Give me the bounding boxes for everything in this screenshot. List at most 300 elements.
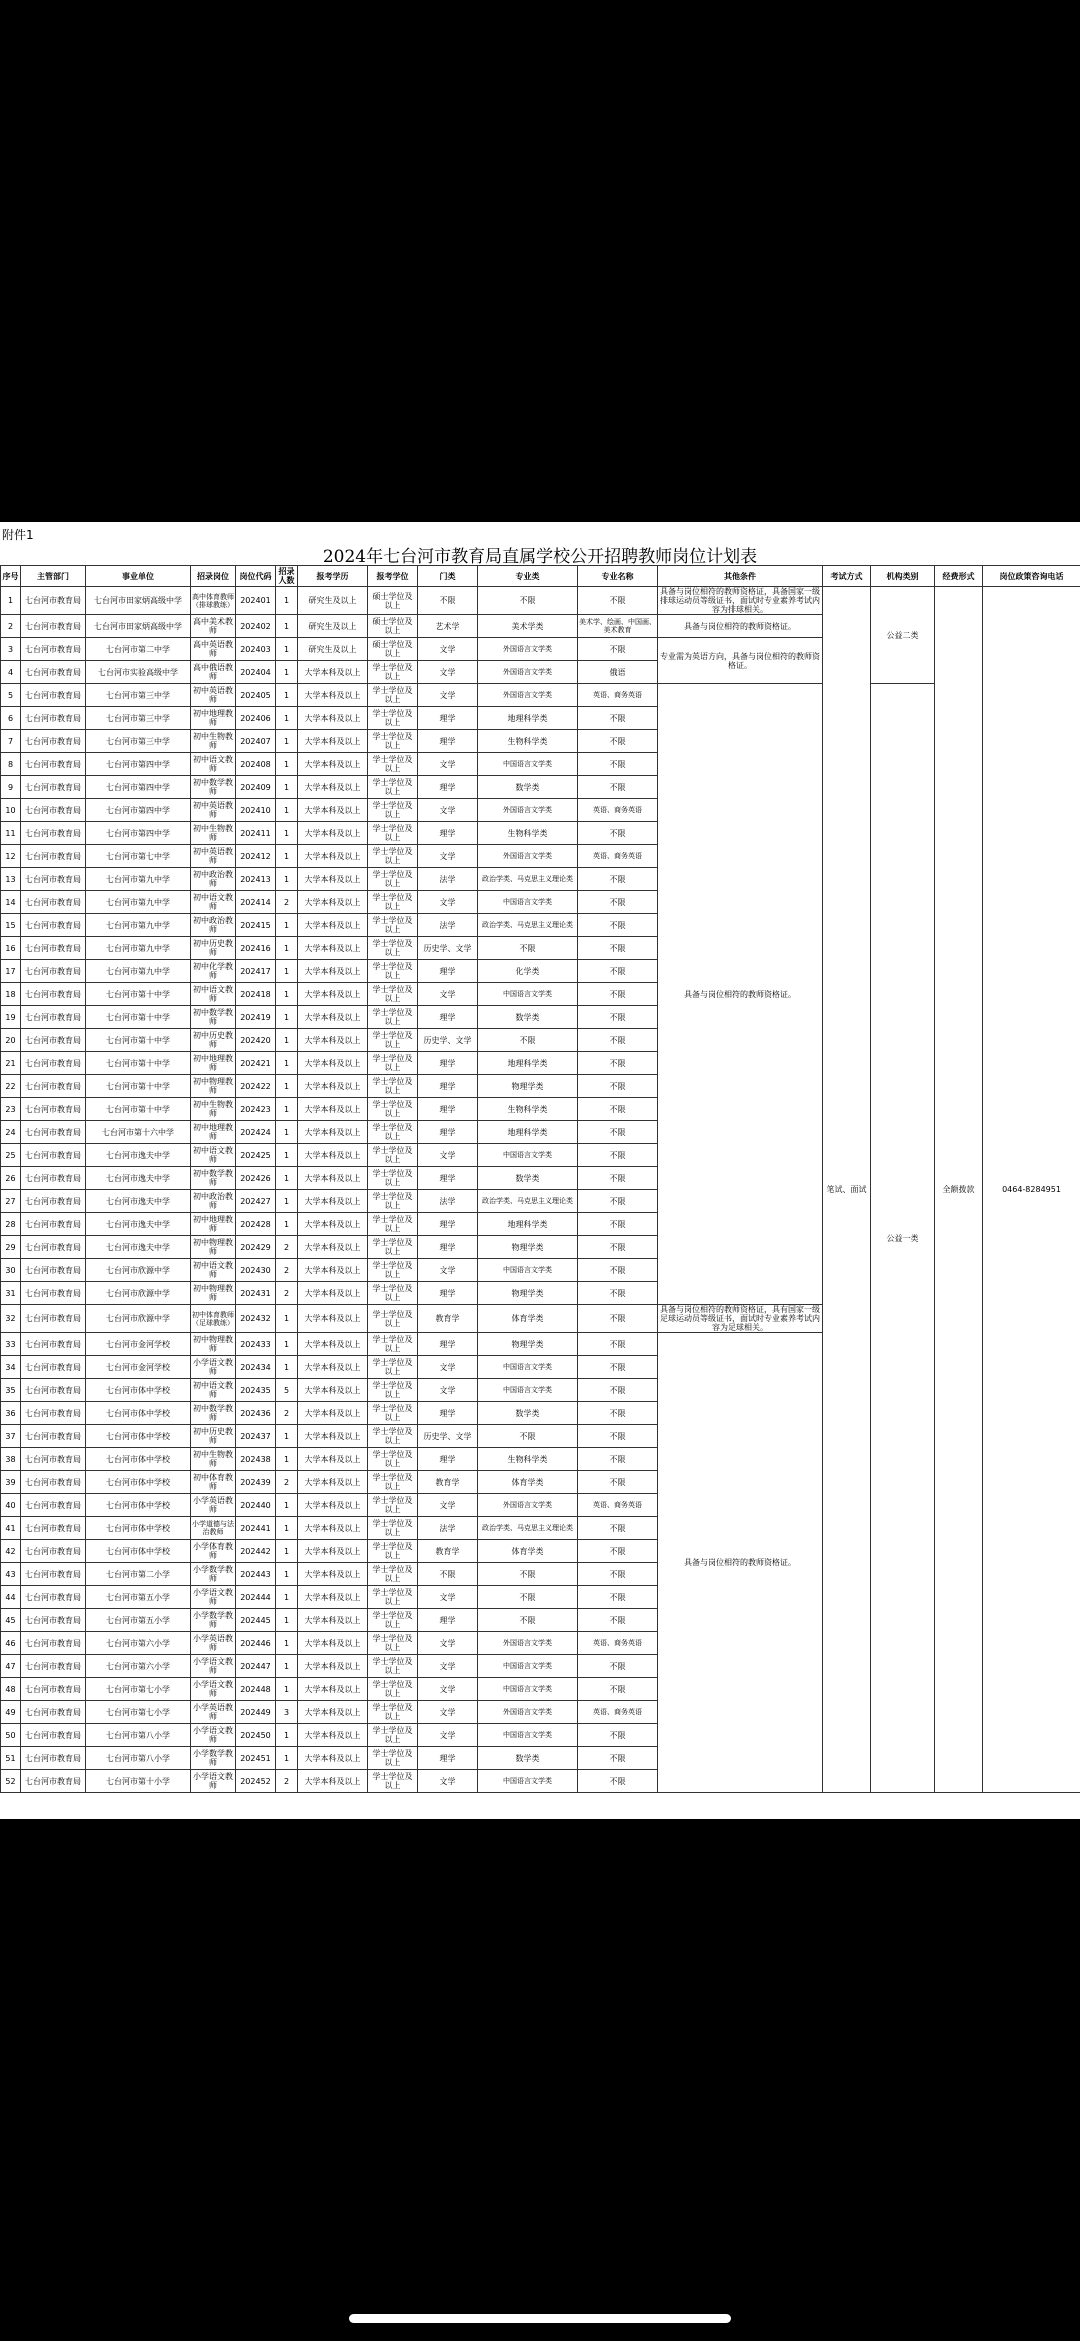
header-cell: 考试方式 xyxy=(823,566,871,587)
major-class-cell: 外国语言文学类 xyxy=(478,1701,578,1724)
degree-cell: 学士学位及以上 xyxy=(368,868,418,891)
category-cell: 理学 xyxy=(418,1448,478,1471)
major-name-cell: 英语、商务英语 xyxy=(578,684,658,707)
degree-cell: 学士学位及以上 xyxy=(368,1540,418,1563)
category-cell: 文学 xyxy=(418,1494,478,1517)
category-cell: 理学 xyxy=(418,707,478,730)
major-name-cell: 不限 xyxy=(578,1213,658,1236)
code-cell: 202434 xyxy=(236,1356,276,1379)
position-cell: 初中地理教师 xyxy=(191,1121,236,1144)
category-cell: 文学 xyxy=(418,799,478,822)
code-cell: 202418 xyxy=(236,983,276,1006)
department-cell: 七台河市教育局 xyxy=(21,1006,86,1029)
position-cell: 初中政治教师 xyxy=(191,914,236,937)
code-cell: 202429 xyxy=(236,1236,276,1259)
department-cell: 七台河市教育局 xyxy=(21,1540,86,1563)
position-cell: 小学英语教师 xyxy=(191,1494,236,1517)
count-cell: 1 xyxy=(276,1305,298,1333)
header-cell: 招录岗位 xyxy=(191,566,236,587)
degree-cell: 学士学位及以上 xyxy=(368,1655,418,1678)
row-number: 5 xyxy=(1,684,21,707)
major-name-cell: 英语、商务英语 xyxy=(578,1632,658,1655)
degree-cell: 学士学位及以上 xyxy=(368,891,418,914)
row-number: 51 xyxy=(1,1747,21,1770)
category-cell: 理学 xyxy=(418,822,478,845)
count-cell: 1 xyxy=(276,1167,298,1190)
department-cell: 七台河市教育局 xyxy=(21,1448,86,1471)
major-name-cell: 不限 xyxy=(578,1609,658,1632)
department-cell: 七台河市教育局 xyxy=(21,1563,86,1586)
major-name-cell: 不限 xyxy=(578,1448,658,1471)
position-cell: 初中物理教师 xyxy=(191,1236,236,1259)
code-cell: 202436 xyxy=(236,1402,276,1425)
count-cell: 1 xyxy=(276,753,298,776)
position-cell: 小学语文教师 xyxy=(191,1356,236,1379)
code-cell: 202433 xyxy=(236,1333,276,1356)
education-cell: 大学本科及以上 xyxy=(298,1425,368,1448)
school-cell: 七台河市体中学校 xyxy=(86,1402,191,1425)
education-cell: 大学本科及以上 xyxy=(298,1678,368,1701)
department-cell: 七台河市教育局 xyxy=(21,937,86,960)
major-name-cell: 英语、商务英语 xyxy=(578,1701,658,1724)
education-cell: 大学本科及以上 xyxy=(298,1701,368,1724)
degree-cell: 学士学位及以上 xyxy=(368,1379,418,1402)
education-cell: 研究生及以上 xyxy=(298,587,368,615)
degree-cell: 学士学位及以上 xyxy=(368,1121,418,1144)
category-cell: 文学 xyxy=(418,684,478,707)
row-number: 29 xyxy=(1,1236,21,1259)
category-cell: 理学 xyxy=(418,776,478,799)
department-cell: 七台河市教育局 xyxy=(21,587,86,615)
department-cell: 七台河市教育局 xyxy=(21,1494,86,1517)
major-class-cell: 体育学类 xyxy=(478,1471,578,1494)
degree-cell: 学士学位及以上 xyxy=(368,1075,418,1098)
count-cell: 1 xyxy=(276,1586,298,1609)
education-cell: 大学本科及以上 xyxy=(298,1144,368,1167)
department-cell: 七台河市教育局 xyxy=(21,1236,86,1259)
category-cell: 理学 xyxy=(418,1052,478,1075)
department-cell: 七台河市教育局 xyxy=(21,1632,86,1655)
category-cell: 教育学 xyxy=(418,1305,478,1333)
school-cell: 七台河市体中学校 xyxy=(86,1379,191,1402)
department-cell: 七台河市教育局 xyxy=(21,1701,86,1724)
department-cell: 七台河市教育局 xyxy=(21,1356,86,1379)
school-cell: 七台河市第八小学 xyxy=(86,1747,191,1770)
code-cell: 202439 xyxy=(236,1471,276,1494)
count-cell: 1 xyxy=(276,799,298,822)
code-cell: 202413 xyxy=(236,868,276,891)
count-cell: 1 xyxy=(276,1190,298,1213)
major-name-cell: 不限 xyxy=(578,1402,658,1425)
code-cell: 202423 xyxy=(236,1098,276,1121)
code-cell: 202401 xyxy=(236,587,276,615)
count-cell: 1 xyxy=(276,1121,298,1144)
position-cell: 初中政治教师 xyxy=(191,868,236,891)
header-cell: 报考学历 xyxy=(298,566,368,587)
position-cell: 初中语文教师 xyxy=(191,983,236,1006)
major-name-cell: 不限 xyxy=(578,983,658,1006)
count-cell: 1 xyxy=(276,868,298,891)
category-cell: 文学 xyxy=(418,1770,478,1793)
degree-cell: 学士学位及以上 xyxy=(368,1190,418,1213)
header-cell: 事业单位 xyxy=(86,566,191,587)
position-cell: 小学数学教师 xyxy=(191,1747,236,1770)
row-number: 2 xyxy=(1,615,21,638)
count-cell: 1 xyxy=(276,1448,298,1471)
header-cell: 岗位代码 xyxy=(236,566,276,587)
major-name-cell: 不限 xyxy=(578,1379,658,1402)
position-cell: 初中历史教师 xyxy=(191,1425,236,1448)
code-cell: 202449 xyxy=(236,1701,276,1724)
row-number: 49 xyxy=(1,1701,21,1724)
department-cell: 七台河市教育局 xyxy=(21,684,86,707)
row-number: 28 xyxy=(1,1213,21,1236)
education-cell: 大学本科及以上 xyxy=(298,1236,368,1259)
recruitment-table xyxy=(0,565,1080,1793)
count-cell: 1 xyxy=(276,1632,298,1655)
major-name-cell: 不限 xyxy=(578,1747,658,1770)
code-cell: 202426 xyxy=(236,1167,276,1190)
header-cell: 门类 xyxy=(418,566,478,587)
row-number: 9 xyxy=(1,776,21,799)
major-name-cell: 不限 xyxy=(578,960,658,983)
row-number: 3 xyxy=(1,638,21,661)
degree-cell: 学士学位及以上 xyxy=(368,1305,418,1333)
row-number: 37 xyxy=(1,1425,21,1448)
category-cell: 文学 xyxy=(418,1379,478,1402)
count-cell: 1 xyxy=(276,1144,298,1167)
department-cell: 七台河市教育局 xyxy=(21,1425,86,1448)
school-cell: 七台河市第十六中学 xyxy=(86,1121,191,1144)
institution-class-cell: 公益一类 xyxy=(871,684,935,1793)
major-name-cell: 不限 xyxy=(578,638,658,661)
code-cell: 202425 xyxy=(236,1144,276,1167)
department-cell: 七台河市教育局 xyxy=(21,1121,86,1144)
major-name-cell: 不限 xyxy=(578,587,658,615)
major-name-cell: 不限 xyxy=(578,1236,658,1259)
header-cell: 报考学位 xyxy=(368,566,418,587)
education-cell: 大学本科及以上 xyxy=(298,822,368,845)
position-cell: 初中生物教师 xyxy=(191,1098,236,1121)
count-cell: 1 xyxy=(276,822,298,845)
row-number: 11 xyxy=(1,822,21,845)
degree-cell: 学士学位及以上 xyxy=(368,983,418,1006)
category-cell: 教育学 xyxy=(418,1471,478,1494)
count-cell: 1 xyxy=(276,1333,298,1356)
school-cell: 七台河市第四中学 xyxy=(86,822,191,845)
school-cell: 七台河市田家炳高级中学 xyxy=(86,615,191,638)
code-cell: 202441 xyxy=(236,1517,276,1540)
school-cell: 七台河市逸夫中学 xyxy=(86,1236,191,1259)
row-number: 26 xyxy=(1,1167,21,1190)
education-cell: 大学本科及以上 xyxy=(298,845,368,868)
department-cell: 七台河市教育局 xyxy=(21,661,86,684)
code-cell: 202415 xyxy=(236,914,276,937)
row-number: 25 xyxy=(1,1144,21,1167)
degree-cell: 学士学位及以上 xyxy=(368,753,418,776)
education-cell: 研究生及以上 xyxy=(298,638,368,661)
position-cell: 小学语文教师 xyxy=(191,1770,236,1793)
major-name-cell: 英语、商务英语 xyxy=(578,845,658,868)
education-cell: 大学本科及以上 xyxy=(298,661,368,684)
position-cell: 初中英语教师 xyxy=(191,684,236,707)
code-cell: 202444 xyxy=(236,1586,276,1609)
category-cell: 文学 xyxy=(418,1678,478,1701)
school-cell: 七台河市第十小学 xyxy=(86,1770,191,1793)
education-cell: 大学本科及以上 xyxy=(298,1448,368,1471)
major-name-cell: 不限 xyxy=(578,1425,658,1448)
degree-cell: 学士学位及以上 xyxy=(368,1282,418,1305)
school-cell: 七台河市金河学校 xyxy=(86,1356,191,1379)
school-cell: 七台河市第九中学 xyxy=(86,960,191,983)
header-cell: 专业类 xyxy=(478,566,578,587)
department-cell: 七台河市教育局 xyxy=(21,845,86,868)
major-name-cell: 不限 xyxy=(578,1305,658,1333)
major-class-cell: 不限 xyxy=(478,1586,578,1609)
position-cell: 初中语文教师 xyxy=(191,1144,236,1167)
other-conditions-cell: 具备与岗位相符的教师资格证。 xyxy=(658,684,823,1305)
education-cell: 大学本科及以上 xyxy=(298,1006,368,1029)
major-class-cell: 地理科学类 xyxy=(478,1052,578,1075)
code-cell: 202410 xyxy=(236,799,276,822)
school-cell: 七台河市第十中学 xyxy=(86,1052,191,1075)
category-cell: 理学 xyxy=(418,1236,478,1259)
count-cell: 2 xyxy=(276,1259,298,1282)
position-cell: 初中数学教师 xyxy=(191,1402,236,1425)
count-cell: 5 xyxy=(276,1379,298,1402)
degree-cell: 学士学位及以上 xyxy=(368,845,418,868)
education-cell: 大学本科及以上 xyxy=(298,684,368,707)
major-name-cell: 不限 xyxy=(578,1052,658,1075)
major-name-cell: 不限 xyxy=(578,1655,658,1678)
category-cell: 法学 xyxy=(418,914,478,937)
department-cell: 七台河市教育局 xyxy=(21,1259,86,1282)
position-cell: 小学语文教师 xyxy=(191,1655,236,1678)
code-cell: 202409 xyxy=(236,776,276,799)
major-class-cell: 中国语言文学类 xyxy=(478,891,578,914)
count-cell: 2 xyxy=(276,1282,298,1305)
degree-cell: 学士学位及以上 xyxy=(368,1052,418,1075)
education-cell: 大学本科及以上 xyxy=(298,983,368,1006)
count-cell: 1 xyxy=(276,1075,298,1098)
code-cell: 202438 xyxy=(236,1448,276,1471)
category-cell: 文学 xyxy=(418,1701,478,1724)
row-number: 24 xyxy=(1,1121,21,1144)
education-cell: 大学本科及以上 xyxy=(298,707,368,730)
count-cell: 1 xyxy=(276,1425,298,1448)
major-name-cell: 不限 xyxy=(578,1006,658,1029)
department-cell: 七台河市教育局 xyxy=(21,615,86,638)
row-number: 44 xyxy=(1,1586,21,1609)
school-cell: 七台河市田家炳高级中学 xyxy=(86,587,191,615)
major-class-cell: 物理学类 xyxy=(478,1236,578,1259)
row-number: 42 xyxy=(1,1540,21,1563)
major-name-cell: 不限 xyxy=(578,1121,658,1144)
department-cell: 七台河市教育局 xyxy=(21,1402,86,1425)
major-class-cell: 不限 xyxy=(478,1609,578,1632)
school-cell: 七台河市欣源中学 xyxy=(86,1259,191,1282)
funding-cell: 全额拨款 xyxy=(935,587,983,1793)
school-cell: 七台河市第六小学 xyxy=(86,1655,191,1678)
code-cell: 202447 xyxy=(236,1655,276,1678)
home-indicator[interactable] xyxy=(349,2314,731,2323)
position-cell: 小学道德与法治教师 xyxy=(191,1517,236,1540)
category-cell: 理学 xyxy=(418,1747,478,1770)
count-cell: 1 xyxy=(276,638,298,661)
education-cell: 大学本科及以上 xyxy=(298,1563,368,1586)
row-number: 47 xyxy=(1,1655,21,1678)
count-cell: 1 xyxy=(276,1747,298,1770)
major-class-cell: 生物科学类 xyxy=(478,730,578,753)
code-cell: 202417 xyxy=(236,960,276,983)
header-cell: 主管部门 xyxy=(21,566,86,587)
other-conditions-cell: 具备与岗位相符的教师资格证，具备国家一级排球运动员等级证书，面试时专业素养考试内容为排球相关。 xyxy=(658,587,823,615)
category-cell: 文学 xyxy=(418,1724,478,1747)
count-cell: 2 xyxy=(276,1236,298,1259)
code-cell: 202427 xyxy=(236,1190,276,1213)
major-class-cell: 数学类 xyxy=(478,1402,578,1425)
department-cell: 七台河市教育局 xyxy=(21,868,86,891)
position-cell: 初中政治教师 xyxy=(191,1190,236,1213)
category-cell: 法学 xyxy=(418,868,478,891)
department-cell: 七台河市教育局 xyxy=(21,1052,86,1075)
row-number: 39 xyxy=(1,1471,21,1494)
category-cell: 文学 xyxy=(418,1356,478,1379)
row-number: 52 xyxy=(1,1770,21,1793)
degree-cell: 学士学位及以上 xyxy=(368,1471,418,1494)
code-cell: 202421 xyxy=(236,1052,276,1075)
major-name-cell: 不限 xyxy=(578,1282,658,1305)
degree-cell: 学士学位及以上 xyxy=(368,914,418,937)
education-cell: 大学本科及以上 xyxy=(298,1282,368,1305)
major-name-cell: 英语、商务英语 xyxy=(578,799,658,822)
major-name-cell: 不限 xyxy=(578,937,658,960)
major-class-cell: 不限 xyxy=(478,937,578,960)
degree-cell: 学士学位及以上 xyxy=(368,1098,418,1121)
row-number: 15 xyxy=(1,914,21,937)
school-cell: 七台河市第十中学 xyxy=(86,1029,191,1052)
education-cell: 大学本科及以上 xyxy=(298,1379,368,1402)
table-row xyxy=(1,587,1080,615)
degree-cell: 学士学位及以上 xyxy=(368,1678,418,1701)
code-cell: 202448 xyxy=(236,1678,276,1701)
position-cell: 高中英语教师 xyxy=(191,638,236,661)
position-cell: 初中语文教师 xyxy=(191,1259,236,1282)
row-number: 27 xyxy=(1,1190,21,1213)
department-cell: 七台河市教育局 xyxy=(21,1678,86,1701)
count-cell: 1 xyxy=(276,587,298,615)
degree-cell: 学士学位及以上 xyxy=(368,960,418,983)
major-name-cell: 不限 xyxy=(578,914,658,937)
major-name-cell: 不限 xyxy=(578,868,658,891)
department-cell: 七台河市教育局 xyxy=(21,1098,86,1121)
major-class-cell: 中国语言文学类 xyxy=(478,1144,578,1167)
department-cell: 七台河市教育局 xyxy=(21,638,86,661)
department-cell: 七台河市教育局 xyxy=(21,1167,86,1190)
category-cell: 理学 xyxy=(418,1282,478,1305)
major-class-cell: 政治学类、马克思主义理论类 xyxy=(478,1190,578,1213)
major-name-cell: 不限 xyxy=(578,1356,658,1379)
education-cell: 大学本科及以上 xyxy=(298,937,368,960)
category-cell: 理学 xyxy=(418,1006,478,1029)
major-class-cell: 体育学类 xyxy=(478,1305,578,1333)
major-class-cell: 化学类 xyxy=(478,960,578,983)
education-cell: 大学本科及以上 xyxy=(298,1305,368,1333)
row-number: 34 xyxy=(1,1356,21,1379)
department-cell: 七台河市教育局 xyxy=(21,730,86,753)
header-cell: 招录人数 xyxy=(276,566,298,587)
count-cell: 1 xyxy=(276,1098,298,1121)
degree-cell: 学士学位及以上 xyxy=(368,730,418,753)
degree-cell: 学士学位及以上 xyxy=(368,937,418,960)
category-cell: 艺术学 xyxy=(418,615,478,638)
school-cell: 七台河市第九中学 xyxy=(86,914,191,937)
major-class-cell: 政治学类、马克思主义理论类 xyxy=(478,1517,578,1540)
school-cell: 七台河市第九中学 xyxy=(86,937,191,960)
position-cell: 高中体育教师（排球教练） xyxy=(191,587,236,615)
row-number: 41 xyxy=(1,1517,21,1540)
major-class-cell: 中国语言文学类 xyxy=(478,1379,578,1402)
category-cell: 历史学、文学 xyxy=(418,1029,478,1052)
position-cell: 初中物理教师 xyxy=(191,1282,236,1305)
school-cell: 七台河市体中学校 xyxy=(86,1517,191,1540)
category-cell: 理学 xyxy=(418,1121,478,1144)
department-cell: 七台河市教育局 xyxy=(21,914,86,937)
position-cell: 小学语文教师 xyxy=(191,1724,236,1747)
major-class-cell: 外国语言文学类 xyxy=(478,1494,578,1517)
department-cell: 七台河市教育局 xyxy=(21,1075,86,1098)
annex-label: 附件1 xyxy=(2,528,34,542)
education-cell: 大学本科及以上 xyxy=(298,1747,368,1770)
code-cell: 202405 xyxy=(236,684,276,707)
table-header-row xyxy=(1,566,1080,587)
position-cell: 初中英语教师 xyxy=(191,845,236,868)
major-name-cell: 不限 xyxy=(578,1770,658,1793)
count-cell: 1 xyxy=(276,1563,298,1586)
major-name-cell: 不限 xyxy=(578,1678,658,1701)
education-cell: 大学本科及以上 xyxy=(298,1770,368,1793)
education-cell: 大学本科及以上 xyxy=(298,1356,368,1379)
row-number: 30 xyxy=(1,1259,21,1282)
major-class-cell: 生物科学类 xyxy=(478,1448,578,1471)
category-cell: 文学 xyxy=(418,1632,478,1655)
count-cell: 1 xyxy=(276,776,298,799)
major-class-cell: 中国语言文学类 xyxy=(478,983,578,1006)
count-cell: 1 xyxy=(276,1655,298,1678)
degree-cell: 学士学位及以上 xyxy=(368,1609,418,1632)
major-class-cell: 外国语言文学类 xyxy=(478,845,578,868)
major-class-cell: 生物科学类 xyxy=(478,822,578,845)
count-cell: 1 xyxy=(276,1213,298,1236)
row-number: 31 xyxy=(1,1282,21,1305)
department-cell: 七台河市教育局 xyxy=(21,1655,86,1678)
major-class-cell: 美术学类 xyxy=(478,615,578,638)
department-cell: 七台河市教育局 xyxy=(21,1213,86,1236)
department-cell: 七台河市教育局 xyxy=(21,1305,86,1333)
code-cell: 202412 xyxy=(236,845,276,868)
code-cell: 202445 xyxy=(236,1609,276,1632)
category-cell: 教育学 xyxy=(418,1540,478,1563)
education-cell: 大学本科及以上 xyxy=(298,1471,368,1494)
row-number: 46 xyxy=(1,1632,21,1655)
major-class-cell: 地理科学类 xyxy=(478,707,578,730)
school-cell: 七台河市第四中学 xyxy=(86,799,191,822)
education-cell: 大学本科及以上 xyxy=(298,1213,368,1236)
department-cell: 七台河市教育局 xyxy=(21,1144,86,1167)
code-cell: 202422 xyxy=(236,1075,276,1098)
major-name-cell: 不限 xyxy=(578,1190,658,1213)
code-cell: 202442 xyxy=(236,1540,276,1563)
